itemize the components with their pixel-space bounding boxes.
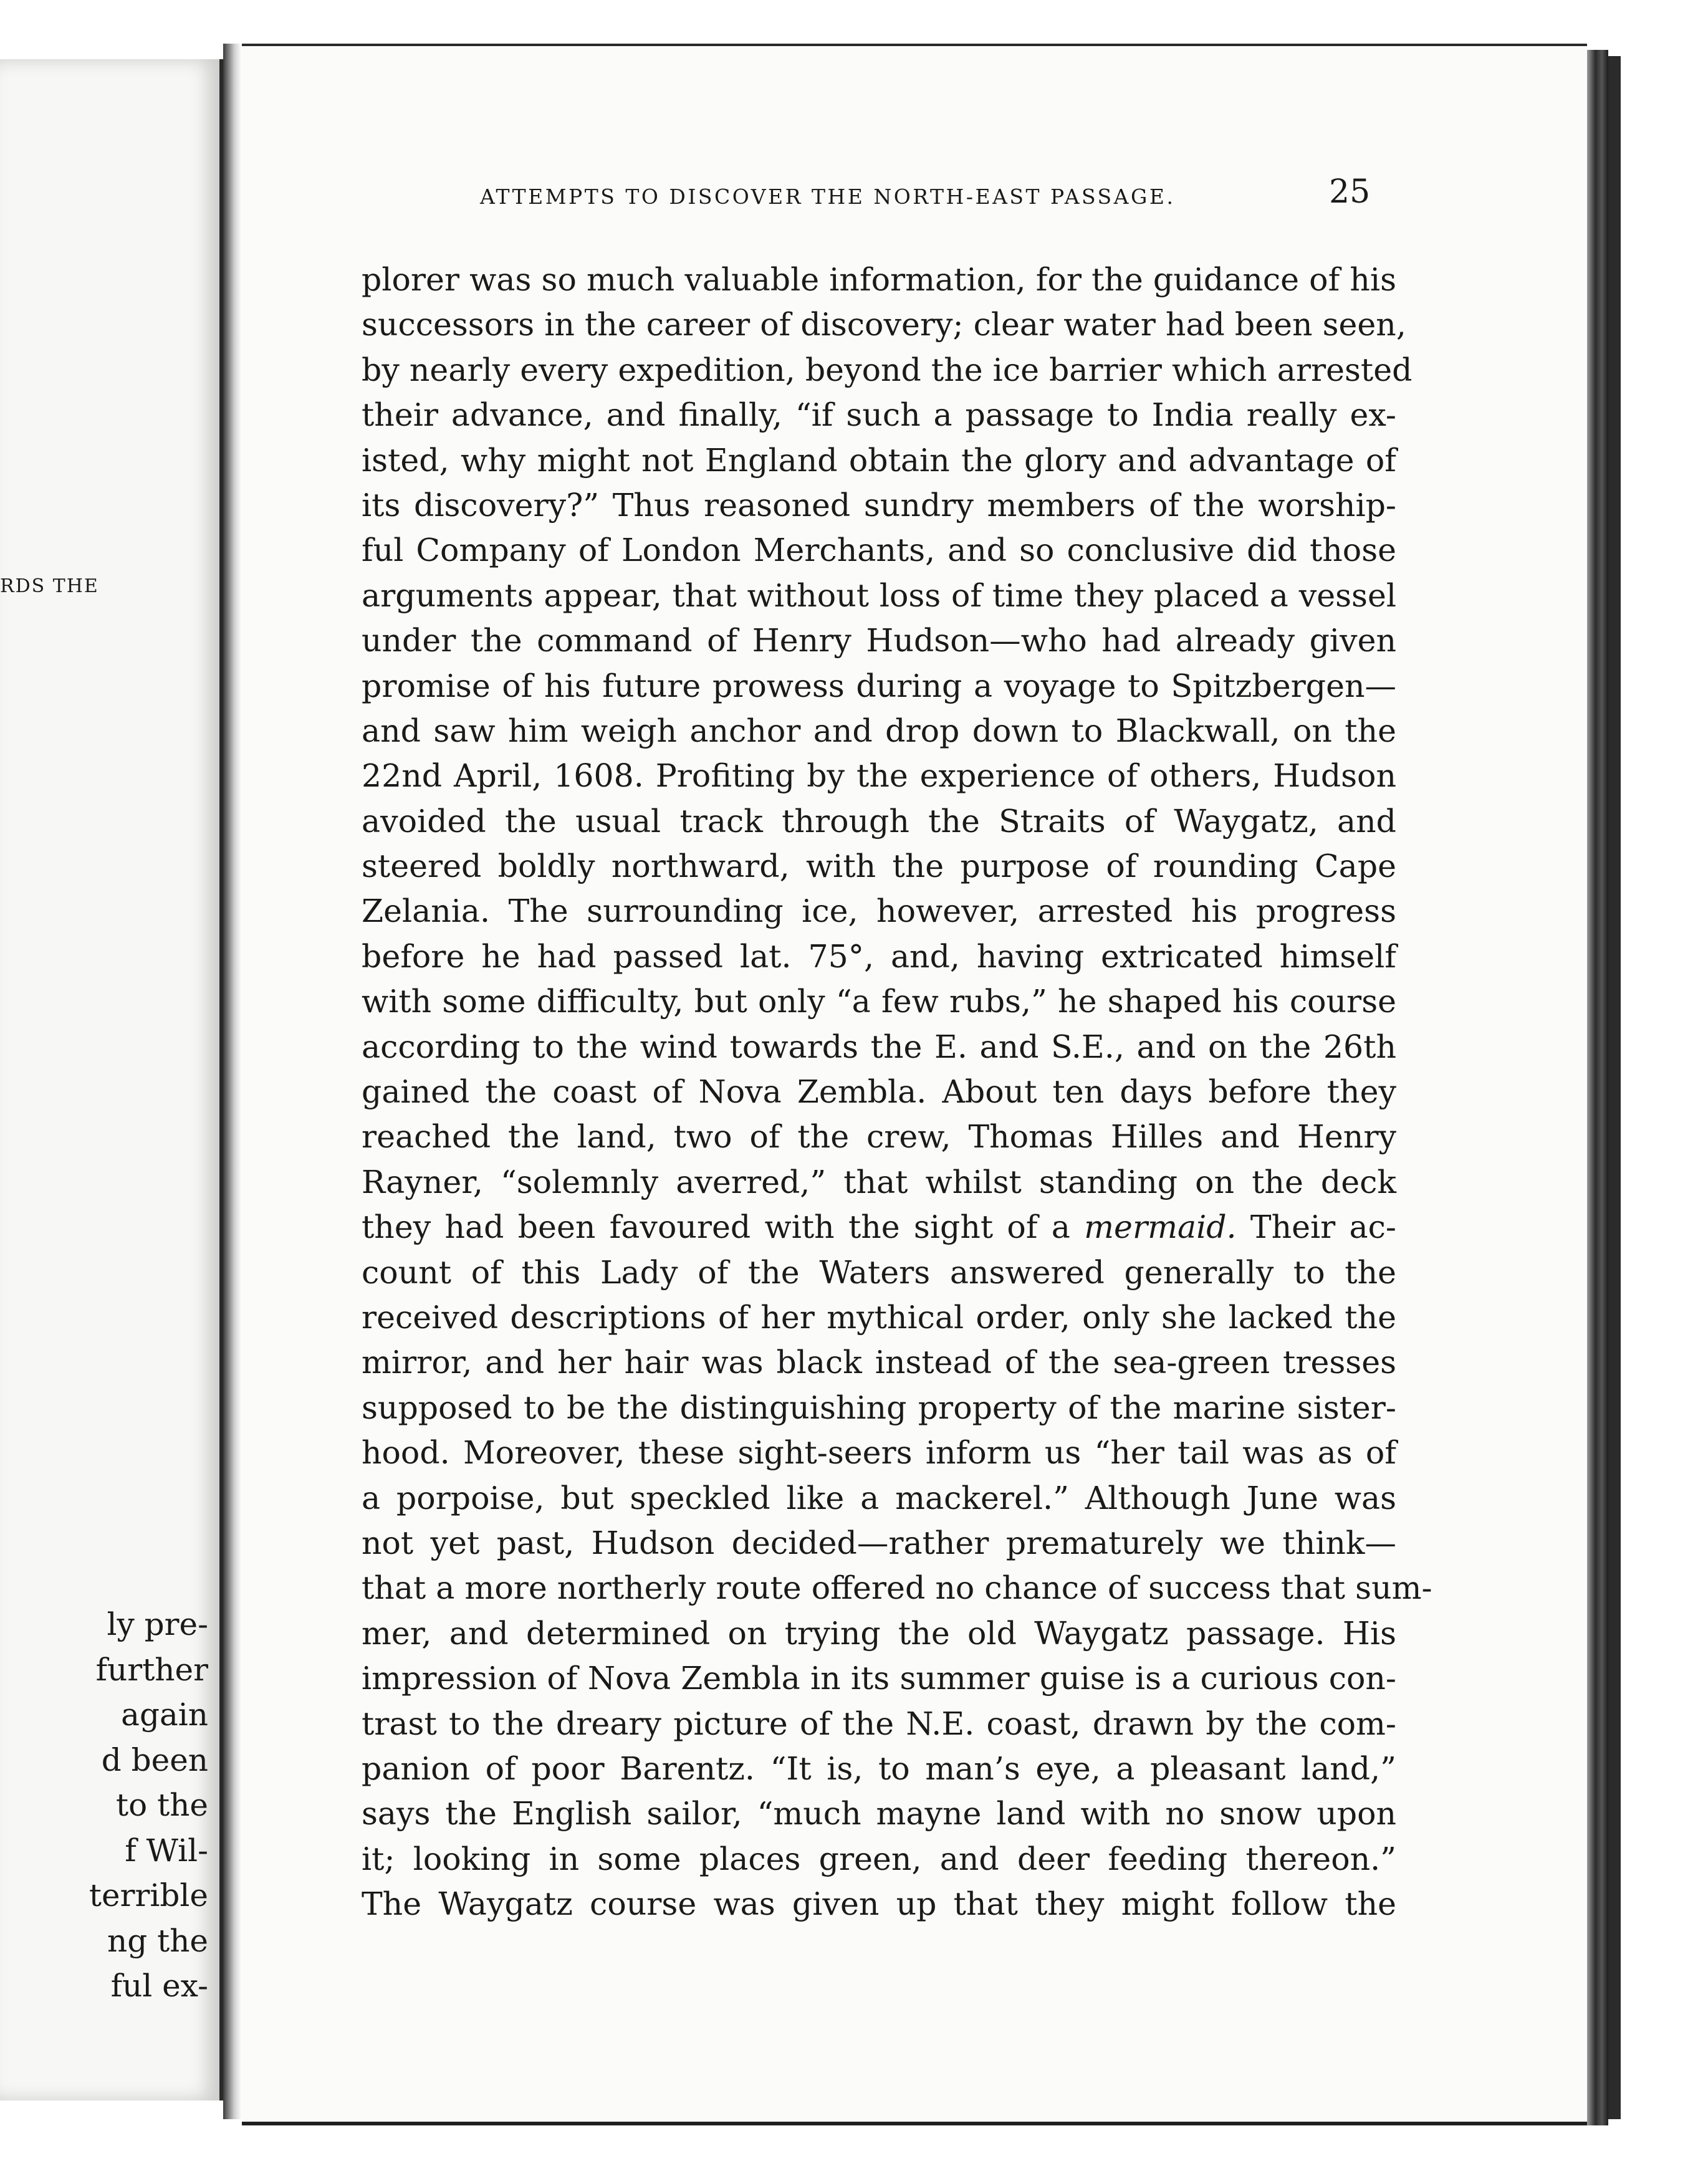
left-line: further	[95, 1651, 208, 1688]
text-line: their advance, and finally, “if such a passage to India really ex-	[362, 396, 1396, 434]
text-line: avoided the usual track through the Straits of Waygatz, and	[362, 802, 1396, 840]
left-line: terrible	[89, 1877, 208, 1913]
left-line: again	[121, 1697, 208, 1733]
left-line: ful ex-	[110, 1968, 208, 2004]
left-line: to the	[116, 1787, 208, 1823]
text-line-start: they had been favoured with the sight of a	[362, 1209, 1070, 1246]
text-line: its discovery?” Thus reasoned sundry members of the worship-	[362, 486, 1396, 524]
left-line: d been	[101, 1741, 208, 1778]
text-line: by nearly every expedition, beyond the ice barrier which arrested	[362, 351, 1413, 388]
text-line: a porpoise, but speckled like a mackerel.” Although June was	[362, 1479, 1396, 1516]
text-line: successors in the career of discovery; clear water had been seen,	[362, 306, 1406, 343]
text-line: impression of Nova Zembla in its summer guise is a curious con-	[362, 1660, 1396, 1697]
text-line: with some difficulty, but only “a few rubs,” he shaped his course	[362, 983, 1396, 1020]
text-line: supposed to be the distinguishing property of the marine sister-	[362, 1389, 1396, 1426]
text-line: count of this Lady of the Waters answered generally to the	[362, 1253, 1396, 1291]
book-gutter	[223, 44, 242, 2119]
left-page-text-fragments	[89, 1602, 208, 2009]
book-cover-edge	[1608, 56, 1621, 2119]
text-line-with-italic	[362, 1205, 1396, 1250]
text-line: before he had passed lat. 75°, and, having extricated himself	[362, 937, 1396, 975]
left-page-heading-fragment: RDS THE	[0, 575, 99, 597]
text-line: and saw him weigh anchor and drop down to Blackwall, on the	[362, 712, 1396, 749]
text-line: ful Company of London Merchants, and so conclusive did those	[362, 532, 1396, 569]
text-line: isted, why might not England obtain the glory and advantage of	[362, 441, 1396, 479]
body-text	[362, 257, 1432, 1927]
text-line: promise of his future prowess during a voyage to Spitzbergen—	[362, 667, 1396, 704]
text-line: The Waygatz course was given up that they might follow the	[362, 1885, 1396, 1923]
text-line: arguments appear, that without loss of time they placed a vessel	[362, 577, 1396, 614]
text-line: gained the coast of Nova Zembla. About ten days before they	[362, 1073, 1396, 1111]
page-number: 25	[1329, 173, 1371, 211]
text-line: according to the wind towards the E. and S.E., and on the 26th	[362, 1028, 1396, 1065]
text-line: panion of poor Barentz. “It is, to man’s eye, a pleasant land,”	[362, 1750, 1396, 1787]
text-line: reached the land, two of the crew, Thomas Hilles and Henry	[362, 1118, 1396, 1156]
left-line: ly pre-	[107, 1606, 208, 1642]
left-line: ng the	[107, 1922, 208, 1959]
text-line: that a more northerly route offered no chance of success that sum-	[362, 1569, 1432, 1607]
left-line: f Wil-	[125, 1832, 208, 1869]
running-head: ATTEMPTS TO DISCOVER THE NORTH-EAST PASSAGE.	[480, 184, 1176, 209]
text-line: 22nd April, 1608. Profiting by the experience of others, Hudson	[362, 757, 1396, 795]
text-line: mer, and determined on trying the old Waygatz passage. His	[362, 1614, 1396, 1652]
text-line: says the English sailor, “much mayne land with no snow upon	[362, 1795, 1396, 1832]
text-line: received descriptions of her mythical order, only she lacked the	[362, 1298, 1396, 1336]
text-line: steered boldly northward, with the purpose of rounding Cape	[362, 848, 1396, 885]
italic-word-mermaid: mermaid.	[1084, 1209, 1237, 1246]
text-line-end: Their ac-	[1250, 1209, 1396, 1246]
left-page	[0, 59, 223, 2100]
text-line: hood. Moreover, these sight-seers inform us “her tail was as of	[362, 1434, 1396, 1472]
right-page-edge	[1587, 50, 1608, 2125]
text-line: trast to the dreary picture of the N.E. coast, drawn by the com-	[362, 1705, 1396, 1742]
text-line: Zelania. The surrounding ice, however, arrested his progress	[362, 893, 1396, 930]
text-line: under the command of Henry Hudson—who had already given	[362, 622, 1396, 659]
text-line: it; looking in some places green, and deer feeding thereon.”	[362, 1840, 1396, 1877]
text-line: mirror, and her hair was black instead of the sea-green tresses	[362, 1344, 1396, 1381]
text-line: plorer was so much valuable information, for the guidance of his	[362, 261, 1396, 298]
text-line: not yet past, Hudson decided—rather prematurely we think—	[362, 1524, 1396, 1561]
text-line: Rayner, “solemnly averred,” that whilst standing on the deck	[362, 1163, 1396, 1200]
